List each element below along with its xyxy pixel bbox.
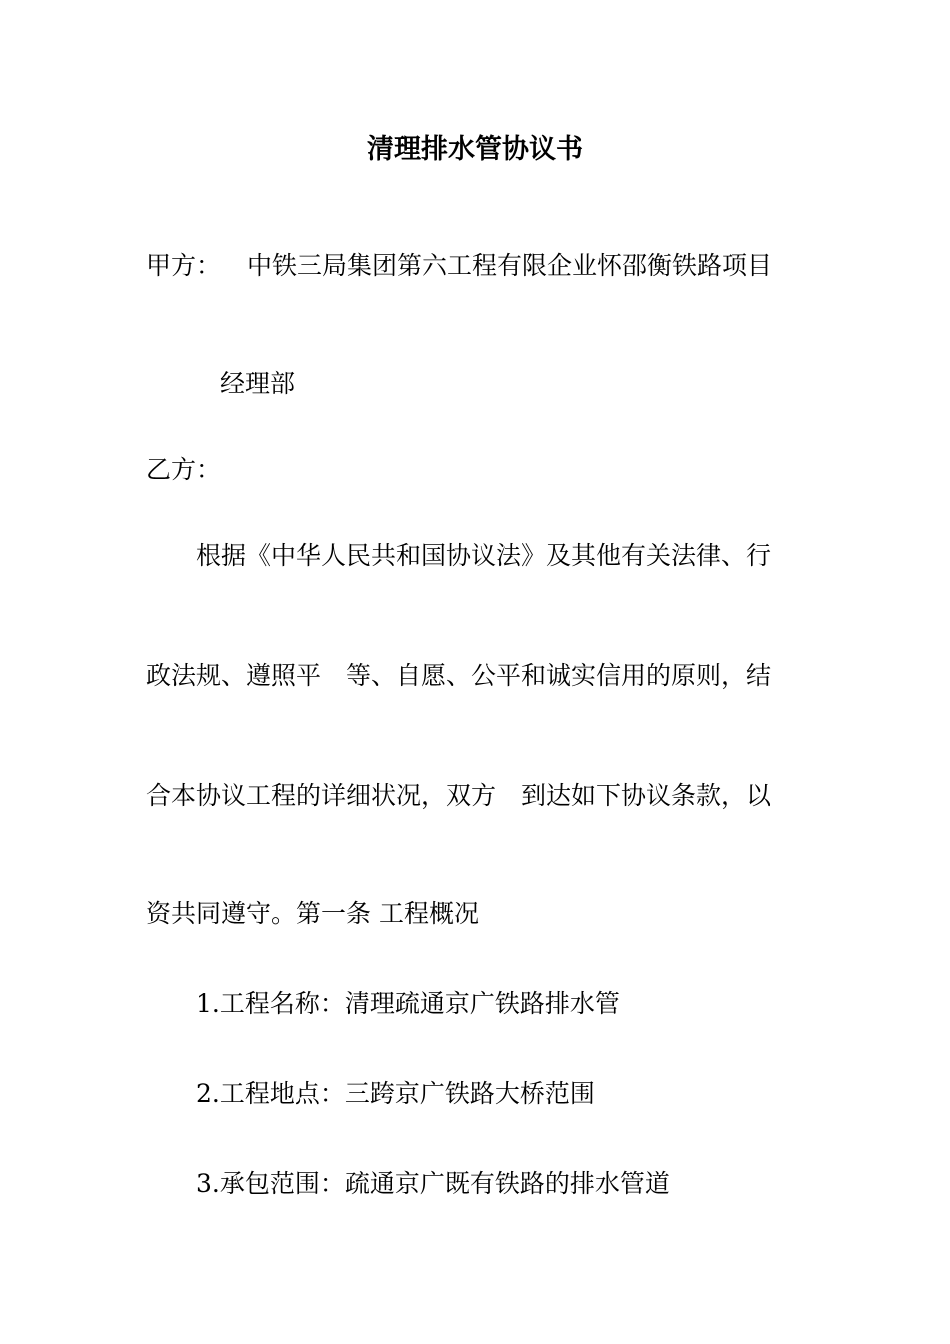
list-item: 1.工程名称：清理疏通京广铁路排水管 bbox=[196, 989, 620, 1018]
list-item: 3.承包范围：疏通京广既有铁路的排水管道 bbox=[196, 1169, 670, 1198]
party-a-name-line2: 经理部 bbox=[220, 369, 296, 398]
paragraph-line-1: 根据《中华人民共和国协议法》及其他有关法律、行 bbox=[196, 541, 772, 570]
party-a-label: 甲方： bbox=[146, 251, 222, 280]
party-b-label: 乙方： bbox=[146, 455, 222, 484]
document-title: 清理排水管协议书 bbox=[367, 134, 583, 165]
paragraph-line-2: 政法规、遵照平 等、自愿、公平和诚实信用的原则，结 bbox=[146, 661, 772, 690]
paragraph-line-4: 资共同遵守。第一条 工程概况 bbox=[146, 899, 479, 928]
party-a-name-line1: 中铁三局集团第六工程有限企业怀邵衡铁路项目 bbox=[247, 251, 773, 280]
list-item: 2.工程地点：三跨京广铁路大桥范围 bbox=[196, 1079, 595, 1108]
paragraph-line-3: 合本协议工程的详细状况，双方 到达如下协议条款，以 bbox=[146, 781, 772, 810]
